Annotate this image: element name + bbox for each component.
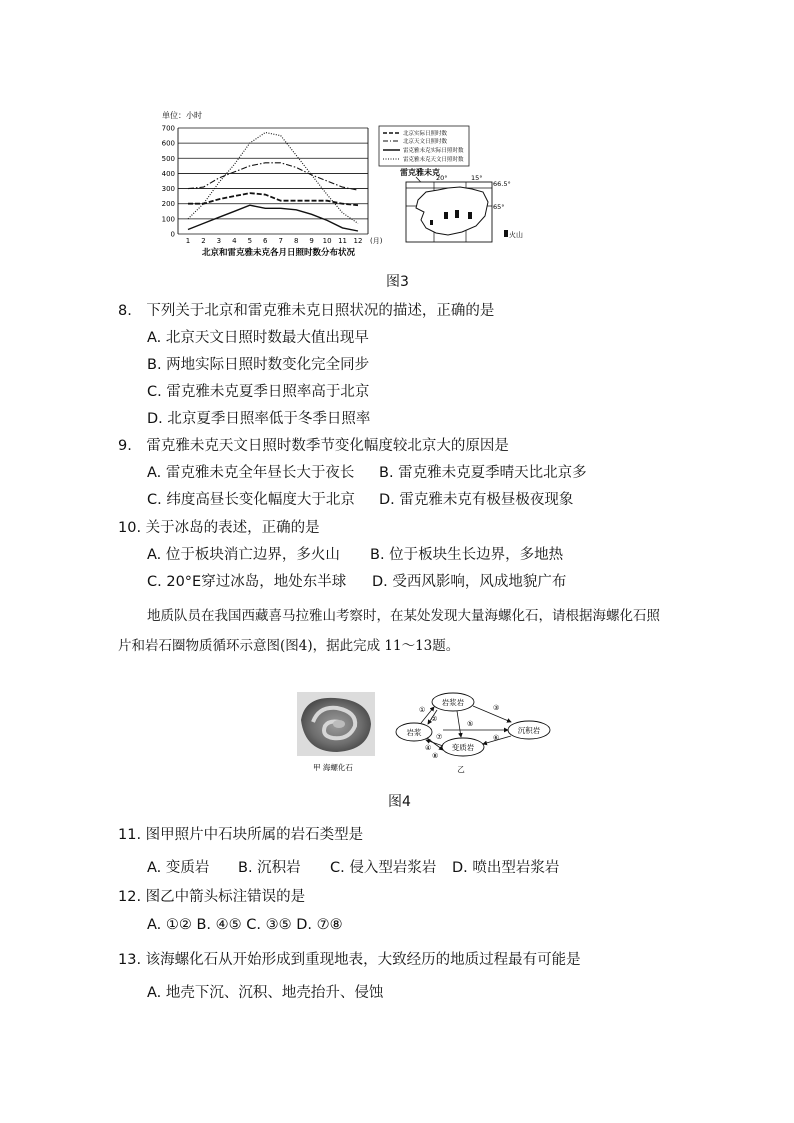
legend-item: 北京实际日照时数 [403, 131, 448, 137]
passage-line-1: 地质队员在我国西藏喜马拉雅山考察时，在某处发现大量海螺化石，请根据海螺化石照 [147, 608, 660, 624]
y-tick-label: 0 [170, 230, 175, 239]
question-11-option-d: D. 喷出型岩浆岩 [452, 860, 560, 876]
series-line [188, 163, 358, 190]
x-tick-label: 11 [338, 237, 348, 245]
x-tick-label: 7 [278, 237, 283, 245]
arrow-label-3: ③ [493, 704, 500, 712]
question-9-stem: 9. 雷克雅未克天文日照时数季节变化幅度较北京大的原因是 [118, 438, 509, 454]
arrow-label-1: ① [419, 706, 426, 714]
lon-15-label: 15° [471, 174, 483, 182]
series-line [188, 205, 358, 231]
figure3-bottom-caption: 北京和雷克雅未克各月日照时数分布状况 [202, 248, 356, 258]
y-tick-label: 200 [161, 200, 175, 209]
figure4-graphic [295, 690, 555, 780]
y-tick-label: 700 [161, 124, 175, 133]
x-unit-label: (月) [370, 237, 383, 245]
arrow-label-6: ⑥ [493, 734, 500, 742]
figure3-graphic [150, 108, 523, 260]
arrow-label-8: ⑧ [432, 752, 439, 760]
x-tick-label: 10 [322, 237, 332, 245]
legend-item: 北京天文日照时数 [403, 139, 448, 145]
x-tick-label: 1 [185, 237, 191, 245]
legend-item: 雷克雅未克天文日照时数 [403, 157, 464, 163]
question-8-stem: 8. 下列关于北京和雷克雅未克日照状况的描述，正确的是 [118, 303, 495, 319]
x-tick-label: 9 [309, 237, 314, 245]
node-sedimentary: 沉积岩 [517, 726, 541, 735]
x-tick-label: 6 [263, 237, 268, 245]
y-tick-label: 100 [161, 215, 175, 224]
volcano-icon [468, 212, 472, 219]
fossil-photo [297, 692, 375, 756]
volcano-legend-label: 火山 [509, 231, 523, 239]
y-tick-label: 400 [161, 169, 175, 178]
lat-66-5-label: 66.5° [493, 180, 511, 188]
question-11-option-b: B. 沉积岩 [238, 860, 301, 876]
lon-20-label: 20° [436, 174, 448, 182]
question-11-stem: 11. 图甲照片中石块所属的岩石类型是 [118, 827, 364, 843]
question-12-options: A. ①② B. ④⑤ C. ③⑤ D. ⑦⑧ [147, 917, 343, 933]
diagram-label: 乙 [457, 765, 465, 774]
question-13-option-a: A. 地壳下沉、沉积、地壳抬升、侵蚀 [147, 985, 384, 1001]
fossil-photo-label: 甲 海螺化石 [313, 763, 353, 772]
x-tick-label: 12 [353, 237, 363, 245]
rock-cycle-diagram [396, 693, 550, 760]
chart-legend [379, 126, 469, 166]
question-10-option-a: A. 位于板块消亡边界，多火山 [147, 547, 340, 563]
x-tick-label: 8 [293, 237, 299, 245]
question-13-stem: 13. 该海螺化石从开始形成到重现地表，大致经历的地质过程最有可能是 [118, 952, 581, 968]
node-magma-rock: 岩浆岩 [441, 698, 465, 707]
question-11-option-a: A. 变质岩 [147, 860, 210, 876]
x-tick-label: 4 [232, 237, 237, 245]
question-9-option-d: D. 雷克雅未克有极昼极夜现象 [379, 492, 574, 508]
x-tick-label: 5 [247, 237, 253, 245]
volcano-icon [444, 212, 448, 219]
question-10-option-d: D. 受西风影响，风成地貌广布 [372, 574, 567, 590]
x-tick-label: 3 [216, 237, 222, 245]
x-tick-label: 2 [201, 237, 206, 245]
node-metamorphic: 变质岩 [451, 743, 475, 752]
volcano-icon [455, 210, 459, 218]
question-8-option-d: D. 北京夏季日照率低于冬季日照率 [147, 411, 371, 427]
question-10-option-b: B. 位于板块生长边界，多地热 [370, 547, 564, 563]
question-9-option-b: B. 雷克雅未克夏季晴天比北京多 [379, 465, 587, 481]
volcano-icon [430, 220, 433, 225]
lat-65-label: 65° [493, 203, 505, 211]
arrow-label-5: ⑤ [467, 720, 474, 728]
figure3-caption: 图3 [386, 274, 409, 290]
figure3-unit-label: 单位：小时 [162, 111, 202, 120]
question-8-option-b: B. 两地实际日照时数变化完全同步 [147, 357, 370, 373]
question-9-option-a: A. 雷克雅未克全年昼长大于夜长 [147, 465, 355, 481]
arrow-label-7: ⑦ [436, 733, 443, 741]
iceland-inset-map [400, 167, 523, 242]
arrow-label-4: ④ [425, 744, 432, 752]
question-8-option-a: A. 北京天文日照时数最大值出现早 [147, 330, 369, 346]
question-10-option-c: C. 20°E穿过冰岛，地处东半球 [147, 574, 347, 590]
volcano-legend-icon [504, 230, 508, 237]
question-10-stem: 10. 关于冰岛的表述，正确的是 [118, 520, 320, 536]
figure4-caption: 图4 [388, 794, 411, 810]
legend-item: 雷克雅未克实际日照时数 [403, 148, 464, 154]
question-11-option-c: C. 侵入型岩浆岩 [330, 860, 437, 876]
question-8-option-c: C. 雷克雅未克夏季日照率高于北京 [147, 384, 370, 400]
passage-line-2: 片和岩石圈物质循环示意图(图4)，据此完成 11～13题。 [118, 638, 460, 654]
sunshine-hours-chart [162, 125, 383, 246]
y-tick-label: 600 [161, 139, 175, 148]
y-tick-label: 500 [161, 154, 175, 163]
question-12-stem: 12. 图乙中箭头标注错误的是 [118, 889, 306, 905]
node-magma: 岩浆 [406, 728, 422, 737]
question-9-option-c: C. 纬度高昼长变化幅度大于北京 [147, 492, 355, 508]
series-line [188, 133, 358, 224]
arrow-label-2: ② [431, 715, 438, 723]
map-title: 雷克雅未克 [400, 168, 440, 177]
y-tick-label: 300 [161, 185, 175, 194]
